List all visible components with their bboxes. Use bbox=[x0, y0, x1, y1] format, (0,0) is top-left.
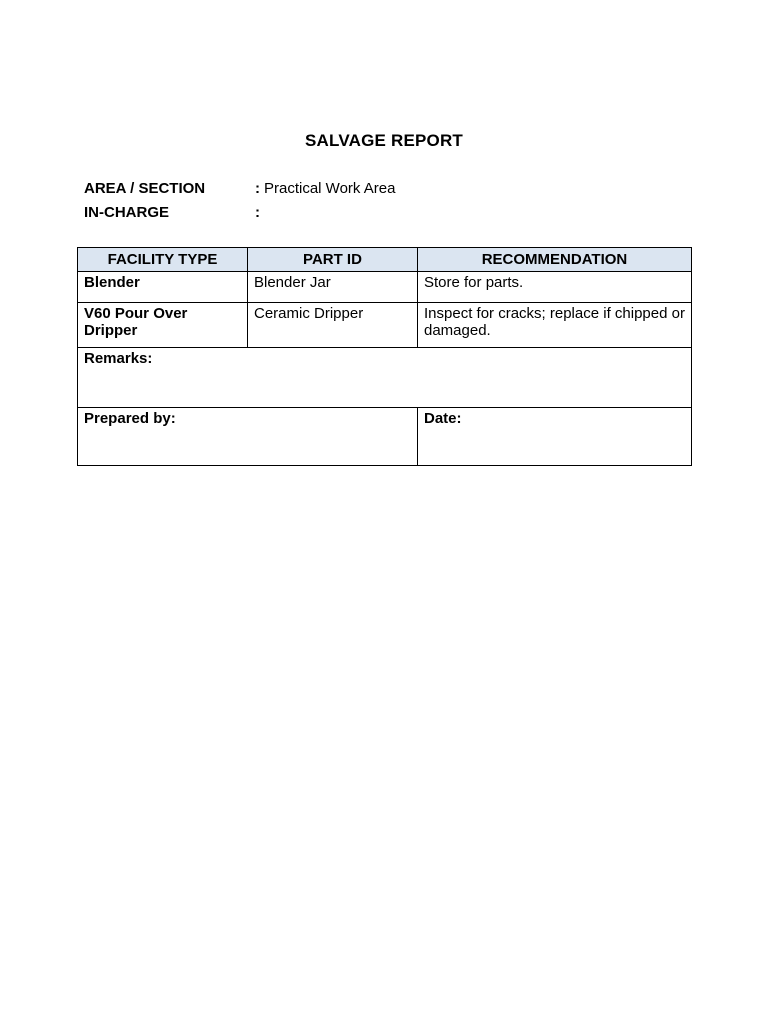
area-value: Practical Work Area bbox=[264, 179, 396, 197]
incharge-colon: : bbox=[255, 203, 260, 221]
signature-row bbox=[78, 408, 692, 466]
header-facility-type: FACILITY TYPE bbox=[78, 248, 248, 272]
table-header-row bbox=[78, 248, 692, 272]
report-title: SALVAGE REPORT bbox=[304, 131, 464, 150]
remarks-label: Remarks: bbox=[78, 348, 692, 408]
header-recommendation: RECOMMENDATION bbox=[418, 248, 692, 272]
area-row bbox=[84, 176, 395, 200]
prepared-by-label: Prepared by: bbox=[78, 408, 418, 466]
area-label: AREA / SECTION bbox=[84, 179, 206, 197]
incharge-label: IN-CHARGE bbox=[84, 203, 169, 221]
facility-type-cell: Blender bbox=[78, 272, 248, 303]
recommendation-cell: Inspect for cracks; replace if chipped or damaged. bbox=[418, 303, 692, 348]
incharge-row bbox=[84, 200, 395, 224]
part-id-cell: Blender Jar bbox=[248, 272, 418, 303]
remarks-row bbox=[78, 348, 692, 408]
salvage-table bbox=[77, 247, 692, 466]
date-label: Date: bbox=[418, 408, 692, 466]
area-colon: : bbox=[255, 179, 260, 197]
table-row bbox=[78, 303, 692, 348]
facility-type-cell: V60 Pour Over Dripper bbox=[78, 303, 248, 348]
part-id-cell: Ceramic Dripper bbox=[248, 303, 418, 348]
report-info bbox=[84, 176, 395, 224]
header-part-id: PART ID bbox=[248, 248, 418, 272]
table-row bbox=[78, 272, 692, 303]
recommendation-cell: Store for parts. bbox=[418, 272, 692, 303]
